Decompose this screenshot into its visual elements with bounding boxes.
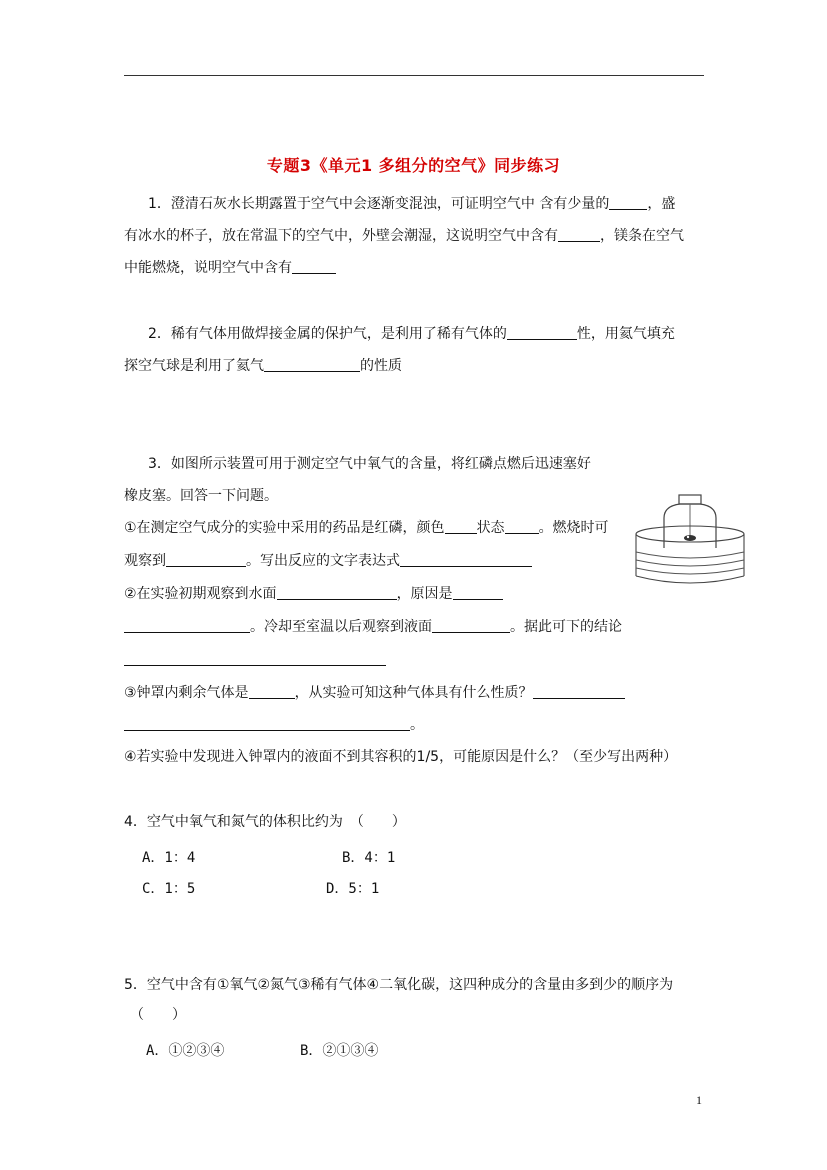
q3-sub1-line-1 xyxy=(124,518,609,538)
q2-text: 的性质 xyxy=(360,358,402,374)
answer-blank[interactable] xyxy=(400,552,532,567)
q2-text: 性，用氦气填充 xyxy=(576,326,675,342)
q3-text: ③钟罩内剩余气体是 xyxy=(124,685,249,701)
q4-option-a[interactable]: A．1：4 xyxy=(142,850,196,866)
q5-answer-paren: （ ） xyxy=(130,1007,186,1023)
q3-sub3-line-2 xyxy=(124,715,424,735)
q4-option-d[interactable]: D．5：1 xyxy=(326,881,380,897)
bell-jar-apparatus-figure xyxy=(630,490,750,594)
q3-text: 状态 xyxy=(476,520,505,536)
answer-blank[interactable] xyxy=(249,684,295,699)
page-number: 1 xyxy=(696,1093,702,1107)
q3-sub2-line-3 xyxy=(124,650,386,670)
answer-blank[interactable] xyxy=(445,519,477,534)
q3-text: ，原因是 xyxy=(396,586,453,602)
answer-blank[interactable] xyxy=(432,618,510,633)
q1-line-1 xyxy=(148,194,675,214)
q2-line-2 xyxy=(124,356,402,376)
answer-blank[interactable] xyxy=(124,651,386,666)
q1-text: ，镁条在空气 xyxy=(600,228,684,244)
answer-blank[interactable] xyxy=(124,618,250,633)
q1-text: 1．澄清石灰水长期露置于空气中会逐渐变混浊，可证明空气中 含有少量的 xyxy=(148,196,610,212)
answer-blank[interactable] xyxy=(609,195,647,210)
q3-stem-2: 橡皮塞。回答一下问题。 xyxy=(124,488,278,504)
q5-stem: 5．空气中含有①氧气②氮气③稀有气体④二氧化碳，这四种成分的含量由多到少的顺序为 xyxy=(124,977,674,993)
answer-blank[interactable] xyxy=(558,227,600,242)
answer-blank[interactable] xyxy=(264,357,360,372)
q3-stem: 3．如图所示装置可用于测定空气中氧气的含量，将红磷点燃后迅速塞好 xyxy=(148,456,591,472)
q3-text: 。写出反应的文字表达式 xyxy=(246,553,400,569)
answer-blank[interactable] xyxy=(292,259,336,274)
q4-stem: 4．空气中氧气和氮气的体积比约为 （ ） xyxy=(124,814,406,830)
answer-blank[interactable] xyxy=(505,519,539,534)
q3-text: 。据此可下的结论 xyxy=(510,619,622,635)
q3-text: 。冷却至室温以后观察到液面 xyxy=(250,619,432,635)
q3-sub1-line-2 xyxy=(124,551,532,571)
answer-blank[interactable] xyxy=(277,585,397,600)
q1-line-2 xyxy=(124,226,684,246)
q3-sub2-line-1 xyxy=(124,584,503,604)
answer-blank[interactable] xyxy=(124,716,410,731)
q3-text: 。燃烧时可 xyxy=(538,520,609,536)
q1-line-3 xyxy=(124,258,336,278)
q4-option-c[interactable]: C．1：5 xyxy=(142,881,196,897)
q3-text: 观察到 xyxy=(124,553,166,569)
header-rule xyxy=(124,75,704,76)
q3-text: ①在测定空气成分的实验中采用的药品是红磷，颜色 xyxy=(124,520,445,536)
q1-text: ，盛 xyxy=(647,196,676,212)
q3-sub2-line-2 xyxy=(124,617,622,637)
q5-option-b[interactable]: B．②①③④ xyxy=(300,1043,379,1059)
q4-option-b[interactable]: B．4：1 xyxy=(342,850,396,866)
q3-text: ，从实验可知这种气体具有什么性质？ xyxy=(294,685,533,701)
q1-text: 中能燃烧，说明空气中含有 xyxy=(124,260,292,276)
q2-line-1 xyxy=(148,324,675,344)
q1-text: 有冰水的杯子，放在常温下的空气中，外壁会潮湿，这说明空气中含有 xyxy=(124,228,558,244)
answer-blank[interactable] xyxy=(166,552,246,567)
q2-text: 探空气球是利用了氦气 xyxy=(124,358,264,374)
q2-text: 2．稀有气体用做焊接金属的保护气，是利用了稀有气体的 xyxy=(148,326,507,342)
q3-sub4: ④若实验中发现进入钟罩内的液面不到其容积的1/5，可能原因是什么？（至少写出两种） xyxy=(124,749,678,765)
q3-text: ②在实验初期观察到水面 xyxy=(124,586,277,602)
answer-blank[interactable] xyxy=(507,325,577,340)
q5-option-a[interactable]: A．①②③④ xyxy=(146,1043,225,1059)
answer-blank[interactable] xyxy=(533,684,625,699)
document-title: 专题3《单元1 多组分的空气》同步练习 xyxy=(266,156,561,175)
q3-sub3-line-1 xyxy=(124,683,625,703)
answer-blank[interactable] xyxy=(453,585,503,600)
q3-text: 。 xyxy=(410,717,424,733)
